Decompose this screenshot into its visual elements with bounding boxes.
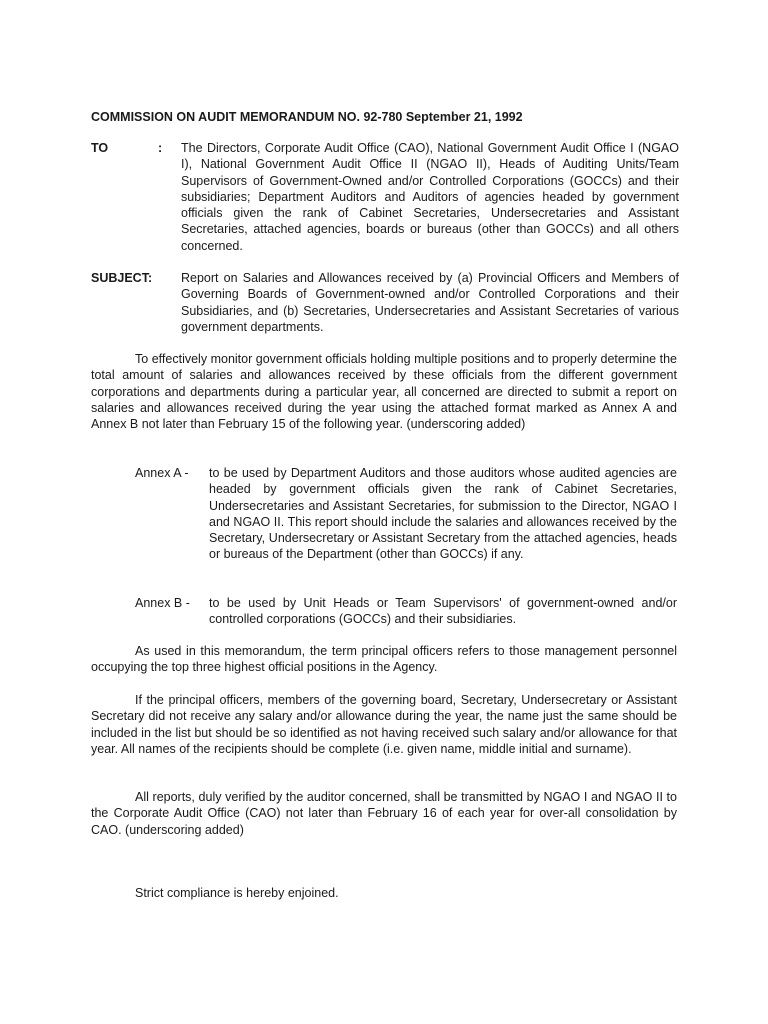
annex-b-block — [135, 595, 677, 628]
annex-a-label: Annex A - — [135, 466, 189, 480]
to-label: TO — [91, 141, 109, 155]
to-colon: : — [158, 141, 163, 155]
annex-a-block — [135, 465, 677, 563]
subject-text: Report on Salaries and Allowances received by (a) Provincial Officers and Members of Governing Boards of Government-owned and/or Controlled Corporations and their Subsidiaries, and (b) Secretaries, Undersecretaries and Assistant Secretaries of various government departments. — [181, 271, 679, 334]
to-recipients: The Directors, Corporate Audit Office (CAO), National Government Audit Office I (NGAO I), National Government Audit Office II (NGAO II), Heads of Auditing Units/Team Supervisors of Government-Owned and/or Controlled Corporations (GOCCs) and their subsidiaries; Department Auditors and Auditors of agencies headed by government officials given the rank of Cabinet Secretaries, Undersecretaries and Assistant Secretaries, attached agencies, boards or bureaus (other than GOCCs) and all others concerned. — [181, 141, 679, 253]
closing-statement: Strict compliance is hereby enjoined. — [135, 886, 339, 900]
paragraph-no-salary: If the principal officers, members of the governing board, Secretary, Undersecretary or Assistant Secretary did not receive any salary and/or allowance during the year, the name just the same should be included in the list but should be so identified as not having received such salary and/or allowance for that year. All names of the recipients should be complete (i.e. given name, middle initial and surname). — [91, 693, 677, 756]
subject-block — [91, 270, 679, 335]
annex-a-text: to be used by Department Auditors and those auditors whose audited agencies are headed by government officials given the rank of Cabinet Secretaries, Undersecretaries and Assistant Secretaries, for submission to the Director, NGAO I and NGAO II. This report should include the salaries and allowances received by the Secretary, Undersecretary or Assistant Secretary from the attached agencies, heads or bureaus of the Department (other than GOCCs) if any. — [209, 466, 677, 562]
paragraph-intro: To effectively monitor government officials holding multiple positions and to properly determine the total amount of salaries and allowances received by these officials from the different government corporations and departments during a particular year, all concerned are directed to submit a report on salaries and allowances received during the year using the attached format marked as Annex A and Annex B not later than February 15 of the following year. (underscoring added) — [91, 352, 677, 432]
memo-title: COMMISSION ON AUDIT MEMORANDUM NO. 92-780 September 21, 1992 — [91, 110, 523, 124]
to-block — [91, 140, 679, 254]
annex-b-text: to be used by Unit Heads or Team Supervisors' of government-owned and/or controlled corporations (GOCCs) and their subsidiaries. — [209, 596, 677, 627]
annex-b-label: Annex B - — [135, 596, 190, 610]
paragraph-transmittal: All reports, duly verified by the auditor concerned, shall be transmitted by NGAO I and NGAO II to the Corporate Audit Office (CAO) not later than February 16 of each year for over-all consolidation by CAO. (underscoring added) — [91, 790, 677, 837]
paragraph-principal-officers: As used in this memorandum, the term principal officers refers to those management personnel occupying the top three highest official positions in the Agency. — [91, 644, 677, 675]
subject-label: SUBJECT: — [91, 271, 153, 285]
